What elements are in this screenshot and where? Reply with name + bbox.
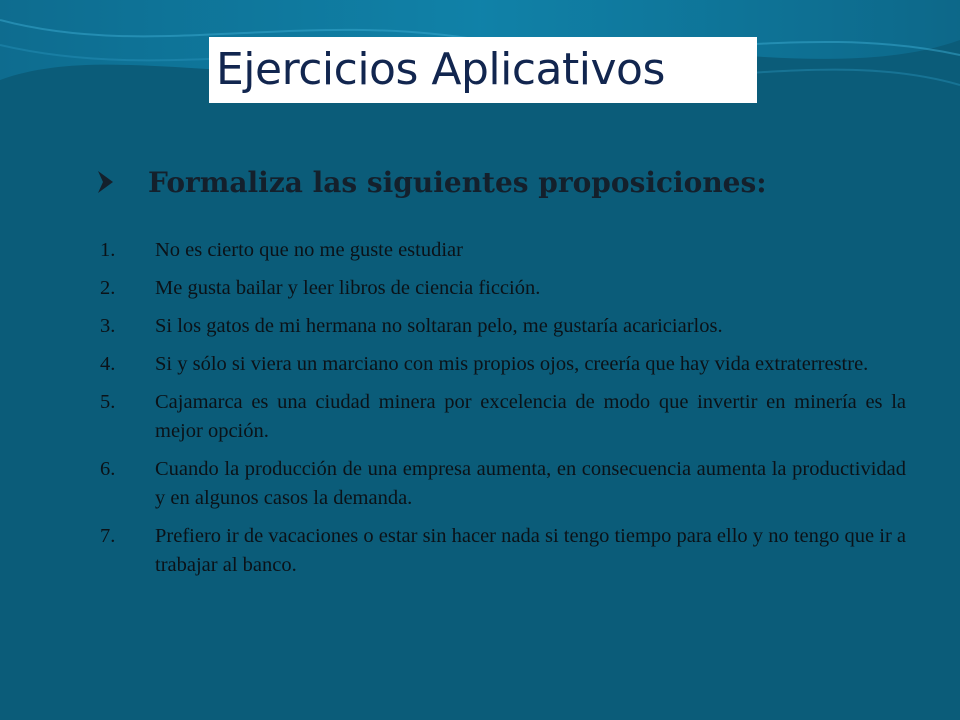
item-text: Si los gatos de mi hermana no soltaran pelo, me gustaría acariciarlos. bbox=[155, 315, 723, 337]
proposition-list bbox=[100, 236, 906, 589]
item-text: Cajamarca es una ciudad minera por excelencia de modo que invertir en minería es la mejor opción. bbox=[155, 391, 906, 442]
item-text: Prefiero ir de vacaciones o estar sin hacer nada si tengo tiempo para ello y no tengo que ir a trabajar al banco. bbox=[155, 525, 906, 576]
item-number: 5. bbox=[100, 391, 116, 413]
item-number: 2. bbox=[100, 277, 116, 299]
item-text: Si y sólo si viera un marciano con mis propios ojos, creería que hay vida extraterrestre. bbox=[155, 353, 869, 375]
item-number: 1. bbox=[100, 239, 116, 261]
slide-title: Ejercicios Aplicativos bbox=[216, 44, 665, 95]
list-item bbox=[100, 388, 906, 446]
slide-subtitle: Formaliza las siguientes proposiciones: bbox=[148, 165, 767, 199]
list-item bbox=[100, 312, 906, 341]
item-text: Cuando la producción de una empresa aumenta, en consecuencia aumenta la productividad y en algunos casos la demanda. bbox=[155, 458, 906, 509]
list-item bbox=[100, 350, 906, 379]
item-number: 7. bbox=[100, 525, 116, 547]
subtitle-row bbox=[96, 160, 916, 204]
list-item bbox=[100, 274, 906, 303]
item-text: No es cierto que no me guste estudiar bbox=[155, 239, 463, 261]
item-number: 4. bbox=[100, 353, 116, 375]
list-item bbox=[100, 522, 906, 580]
item-text: Me gusta bailar y leer libros de ciencia ficción. bbox=[155, 277, 541, 299]
arrow-check-bullet-icon bbox=[96, 169, 116, 195]
item-number: 3. bbox=[100, 315, 116, 337]
item-number: 6. bbox=[100, 458, 116, 480]
list-item bbox=[100, 455, 906, 513]
list-item bbox=[100, 236, 906, 265]
title-box bbox=[209, 37, 757, 103]
